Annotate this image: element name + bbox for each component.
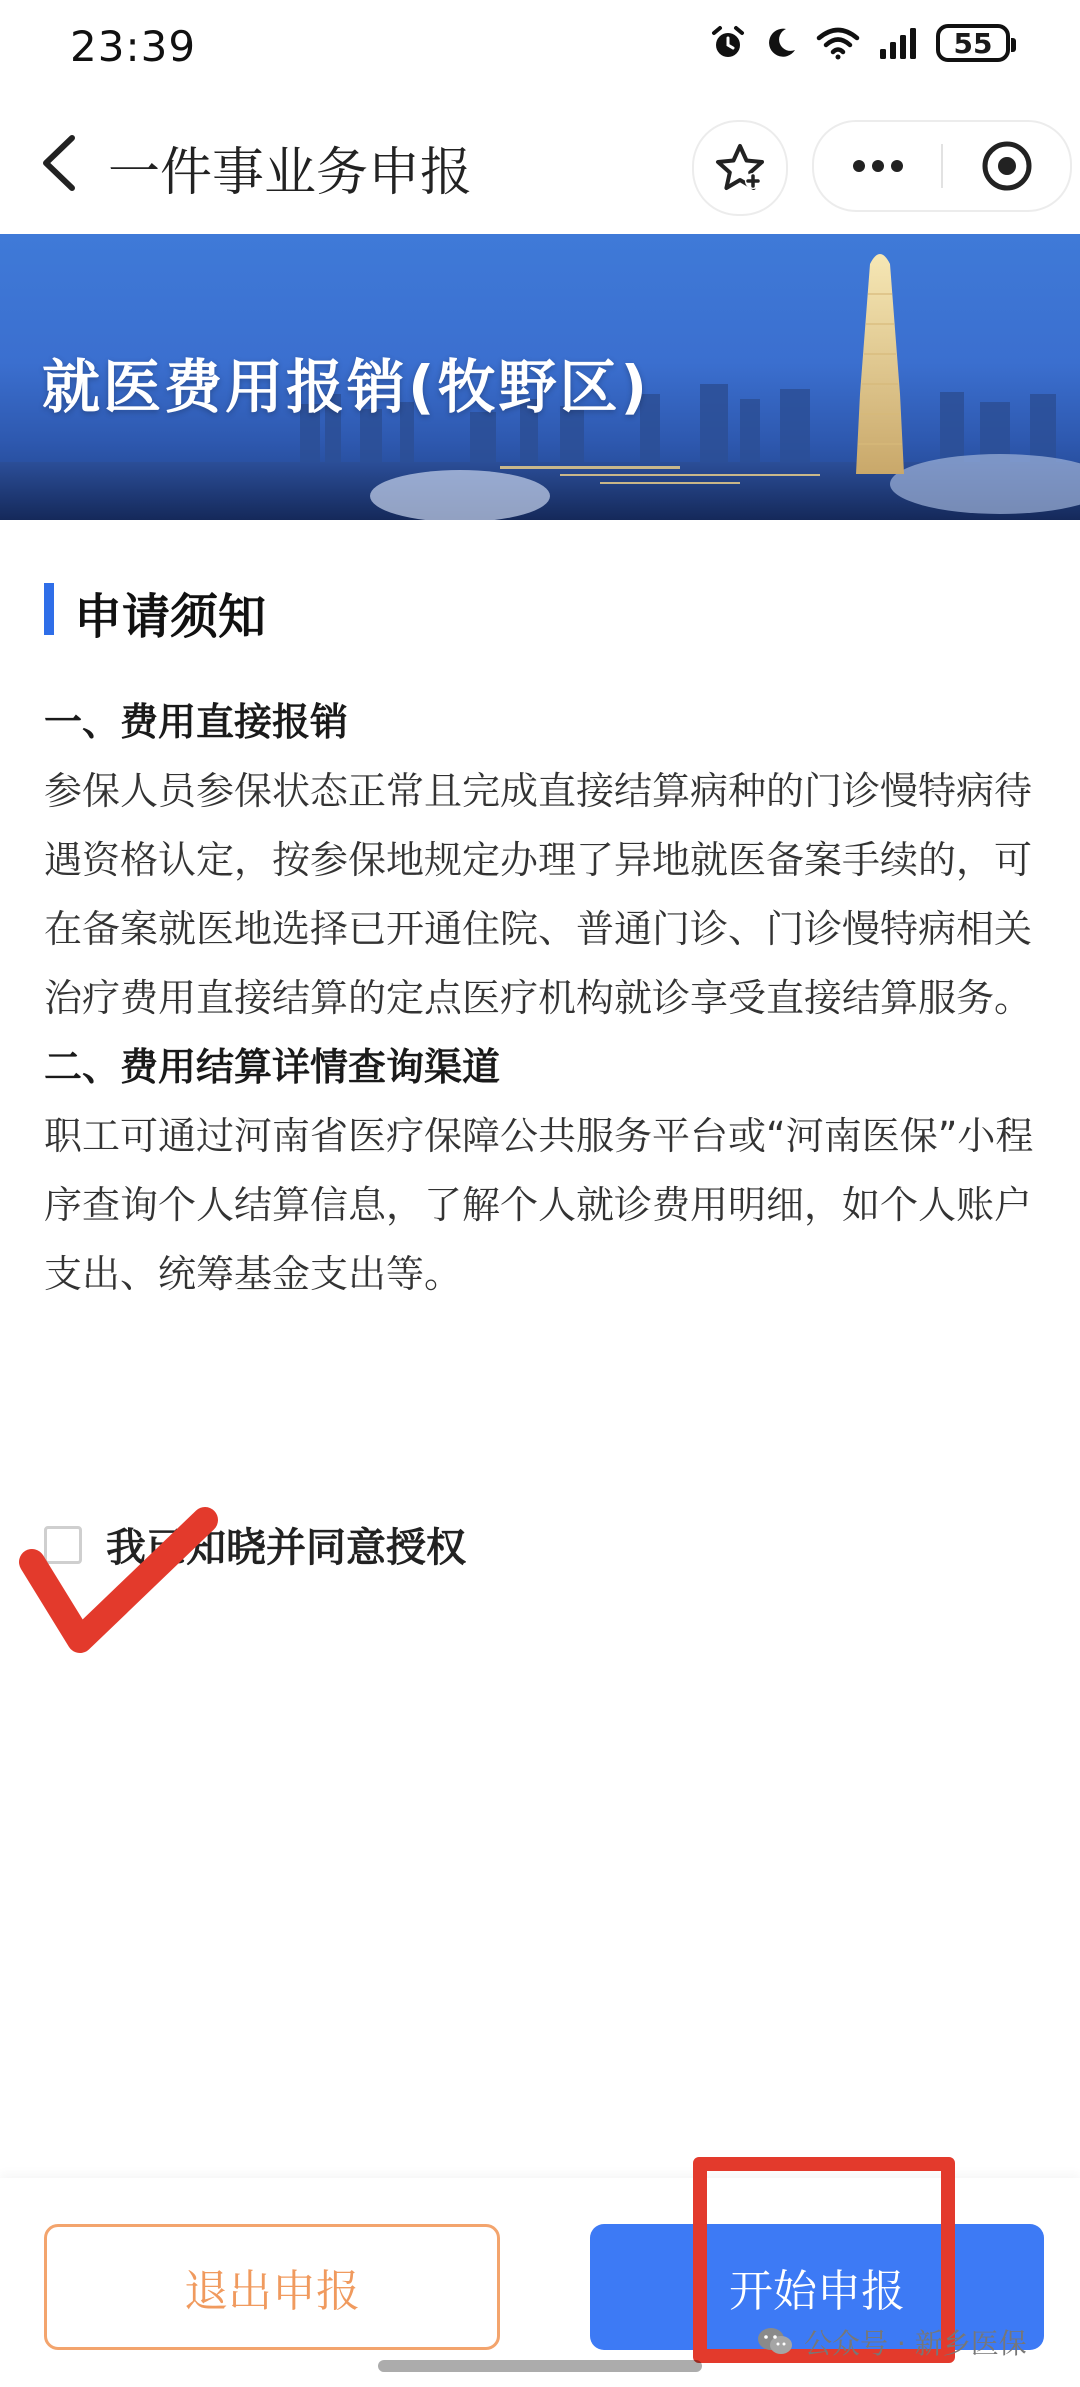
moon-icon [764, 26, 798, 60]
section-title: 申请须知 [74, 589, 267, 645]
more-button[interactable] [814, 122, 941, 210]
favorite-button[interactable] [692, 120, 788, 216]
exit-application-button[interactable]: 退出申报 [44, 2224, 500, 2350]
alarm-icon [710, 25, 746, 61]
status-time: 23:39 [70, 22, 197, 71]
banner-title: 就医费用报销(牧野区) [42, 353, 651, 421]
wechat-icon [756, 2326, 794, 2358]
agreement-label[interactable]: 我已知晓并同意授权 [106, 1525, 466, 1571]
wifi-icon [816, 26, 860, 60]
start-application-button[interactable]: 开始申报 [590, 2224, 1044, 2350]
page-title: 一件事业务申报 [108, 143, 473, 203]
battery-level: 55 [953, 26, 993, 60]
more-dots-icon [852, 159, 904, 173]
notice-paragraph-2: 职工可通过河南省医疗保障公共服务平台或“河南医保”小程序查询个人结算信息，了解个人就诊费用明细，如个人账户支出、统筹基金支出等。 [44, 1114, 1034, 1296]
status-icons [710, 24, 1010, 62]
notice-content [44, 688, 1044, 1309]
notice-heading-2: 二、费用结算详情查询渠道 [44, 1045, 501, 1089]
battery-icon [936, 24, 1010, 62]
home-indicator[interactable] [378, 2360, 702, 2372]
agreement-checkbox[interactable] [44, 1526, 82, 1564]
watermark-text: 公众号 · 新乡医保 [804, 2327, 1027, 2360]
watermark [756, 2322, 1027, 2362]
banner [0, 234, 1080, 520]
back-button[interactable] [28, 128, 88, 198]
close-program-button[interactable] [943, 122, 1070, 210]
notice-heading-1: 一、费用直接报销 [44, 700, 349, 744]
target-icon [981, 140, 1033, 192]
signal-icon [878, 27, 918, 59]
notice-paragraph-1: 参保人员参保状态正常且完成直接结算病种的门诊慢特病待遇资格认定，按参保地规定办理了异地就医备案手续的，可在备案就医地选择已开通住院、普通门诊、门诊慢特病相关治疗费用直接结算的定点医疗机构就诊享受直接结算服务。 [44, 769, 1033, 1020]
star-icon [713, 141, 767, 195]
section-accent-bar [44, 583, 54, 635]
mini-program-capsule [812, 120, 1072, 212]
agreement-row[interactable] [44, 1516, 466, 1573]
chevron-left-icon [28, 128, 88, 198]
